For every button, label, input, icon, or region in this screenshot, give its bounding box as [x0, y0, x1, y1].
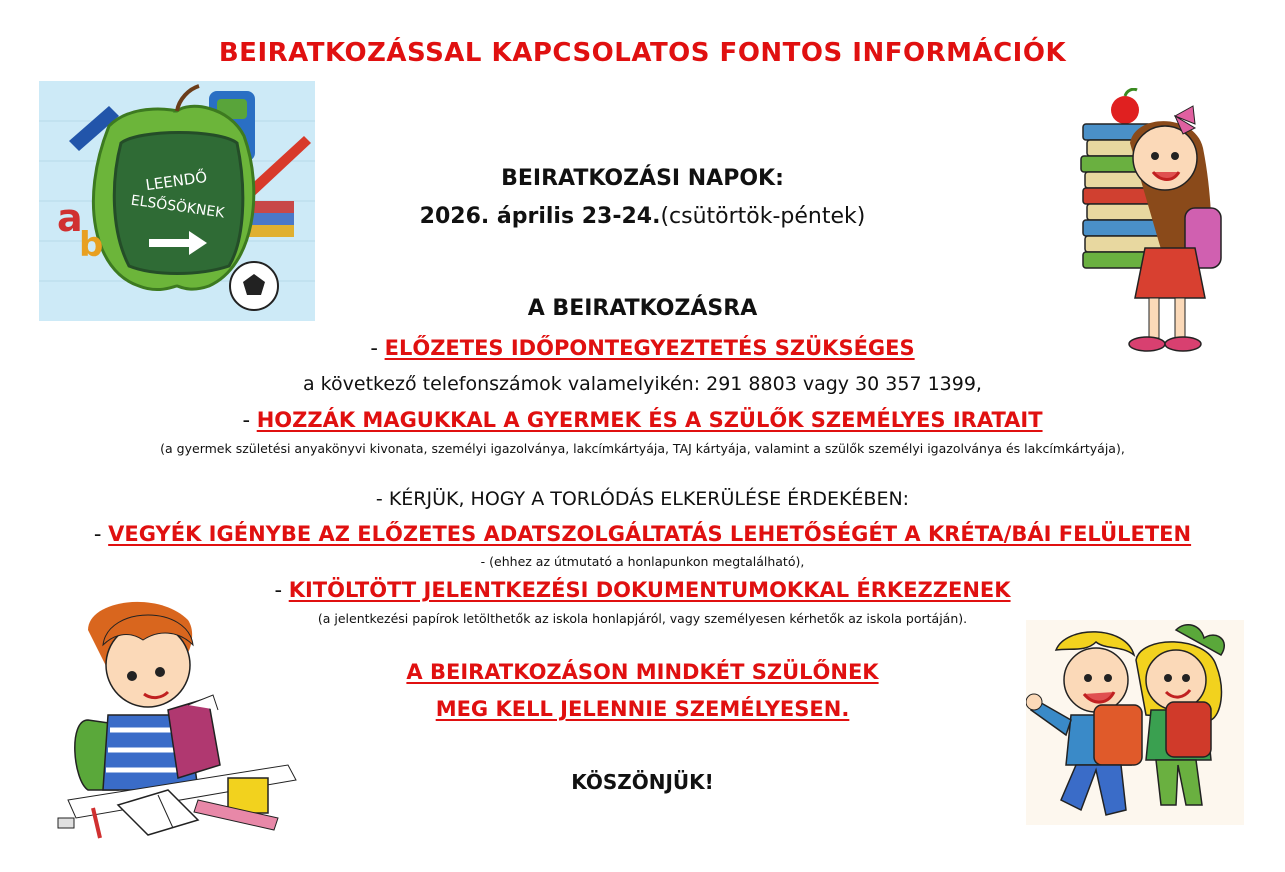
kids-with-backpacks-illustration — [1026, 620, 1244, 825]
page-title: BEIRATKOZÁSSAL KAPCSOLATOS FONTOS INFORMÁCIÓK — [218, 38, 1067, 68]
thanks-text: KÖSZÖNJÜK! — [571, 770, 714, 794]
boy-reading-illustration — [48, 590, 298, 840]
section2-heading-text: KÉRJÜK, HOGY A TORLÓDÁS ELKERÜLÉSE ÉRDEKÉBEN: — [388, 488, 910, 510]
section1-item2: - HOZZÁK MAGUKKAL A GYERMEK ÉS A SZÜLŐK SZEMÉLYES IRATAIT — [242, 408, 1043, 432]
enrollment-date-range: 2026. április 23-24. — [419, 204, 661, 229]
section1-item1: - ELŐZETES IDŐPONTEGYEZTETÉS SZÜKSÉGES — [370, 336, 915, 360]
section2-item1-note: - (ehhez az útmutató a honlapunkon megtalálható), — [480, 554, 805, 569]
section1-heading: A BEIRATKOZÁSRA — [527, 296, 758, 321]
kids-backpacks-image — [1026, 620, 1244, 825]
phone-numbers: a következő telefonszámok valamelyikén: 291 8803 vagy 30 357 1399, — [303, 373, 982, 395]
enrollment-weekdays: (csütörtök-péntek) — [660, 204, 866, 229]
enrollment-days-heading: BEIRATKOZÁSI NAPOK: — [501, 166, 784, 191]
section2-item2-text: KITÖLTÖTT JELENTKEZÉSI DOKUMENTUMOKKAL ÉRKEZZENEK — [288, 578, 1011, 602]
section2-item1-note-text: (ehhez az útmutató a honlapunkon megtalálható), — [489, 554, 805, 569]
section2-item2-note: (a jelentkezési papírok letölthetők az iskola honlapjáról, vagy személyesen kérhetők az iskola portáján). — [317, 611, 968, 626]
section1-item2-note: (a gyermek születési anyakönyvi kivonata, személyi igazolványa, lakcímkártyája, TAJ kártyája, valamint a szülők személyi igazolványa és lakcímkártyája), — [160, 441, 1125, 456]
svg-text:b: b — [79, 225, 104, 265]
section2-item1-text: VEGYÉK IGÉNYBE AZ ELŐZETES ADATSZOLGÁLTATÁS LEHETŐSÉGÉT A KRÉTA/BÁI FELÜLETEN — [108, 522, 1192, 546]
enrollment-dates — [0, 204, 1285, 229]
svg-text:a: a — [57, 196, 83, 240]
apple-chalkboard-illustration — [39, 81, 315, 321]
section1-item2-text: HOZZÁK MAGUKKAL A GYERMEK ÉS A SZÜLŐK SZEMÉLYES IRATAIT — [256, 408, 1043, 432]
notice-line2-text: MEG KELL JELENNIE SZEMÉLYESEN. — [435, 697, 850, 721]
school-supplies-image — [39, 81, 315, 321]
board-line2: ELSŐSÖKNEK — [129, 192, 226, 222]
boy-reading-image — [48, 590, 298, 840]
board-line1: LEENDŐ — [144, 167, 209, 195]
notice-line1-text: A BEIRATKOZÁSON MINDKÉT SZÜLŐNEK — [406, 660, 879, 684]
section1-item1-text: ELŐZETES IDŐPONTEGYEZTETÉS SZÜKSÉGES — [384, 336, 915, 360]
section2-item1: - VEGYÉK IGÉNYBE AZ ELŐZETES ADATSZOLGÁLTATÁS LEHETŐSÉGÉT A KRÉTA/BÁI FELÜLETEN — [93, 522, 1192, 546]
section2-heading: - KÉRJÜK, HOGY A TORLÓDÁS ELKERÜLÉSE ÉRDEKÉBEN: — [375, 488, 910, 510]
section2-item2: - KITÖLTÖTT JELENTKEZÉSI DOKUMENTUMOKKAL ÉRKEZZENEK — [274, 578, 1011, 602]
